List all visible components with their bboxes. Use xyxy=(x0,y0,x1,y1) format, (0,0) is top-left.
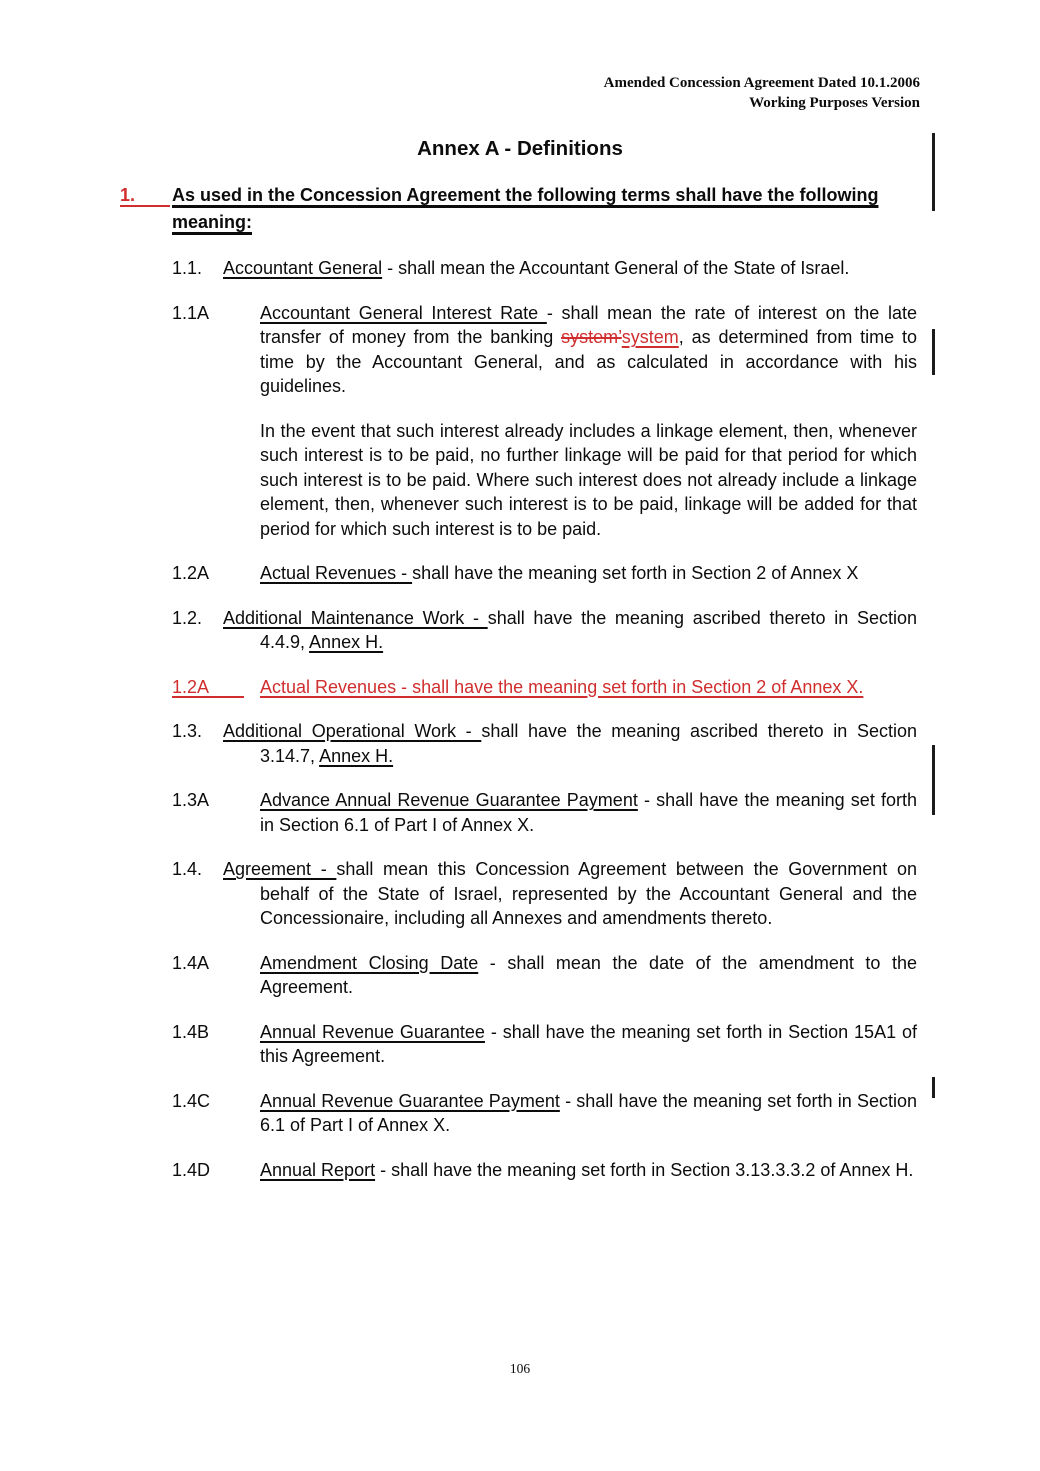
text-run: In the event that such interest already includes a linkage element, then, whenever such interest is to be paid, no further linkage will be paid for that period for which such interest is to be paid. Where such interest does not already include a linkage element, then, whenever such interest is to be paid, linkage will be added for that period for which such interest is to be paid. xyxy=(260,420,917,539)
header-line-1: Amended Concession Agreement Dated 10.1.2006 xyxy=(603,75,920,91)
definition-item xyxy=(172,561,917,586)
text-run: system’ xyxy=(561,327,622,347)
text-run: - shall have the meaning set forth in Section 6.1 of Part I of Annex X. xyxy=(260,790,917,835)
definition-number: 1.3. xyxy=(172,721,203,741)
definition-text xyxy=(260,1020,917,1069)
text-run: - shall mean the Accountant General of the State of Israel. xyxy=(382,258,850,278)
change-bar xyxy=(932,133,935,211)
change-bar xyxy=(932,329,935,375)
definition-number: 1.4D xyxy=(172,1159,211,1180)
text-run: Annual Report xyxy=(260,1159,376,1180)
definition-number: 1.2A xyxy=(172,675,260,700)
definition-item xyxy=(172,951,917,1000)
definition-number: 1.2. xyxy=(172,607,203,628)
section-heading-text: As used in the Concession Agreement the following terms shall have the following meaning: xyxy=(172,185,879,232)
definition-number: 1.3A xyxy=(172,790,210,810)
definition-item xyxy=(172,788,917,837)
definition-text xyxy=(223,719,917,768)
definition-text xyxy=(260,301,917,399)
text-run: - shall have the meaning set forth in Section 3.13.3.3.2 of Annex H. xyxy=(375,1159,914,1180)
text-run: Advance Annual Revenue Guarantee Payment xyxy=(260,790,638,810)
text-run: shall have the meaning ascribed thereto in Section 3.14.7, xyxy=(260,721,917,766)
text-run: Annex H. xyxy=(319,745,394,766)
text-run: - shall have the meaning set forth in Section 15A1 of this Agreement. xyxy=(260,1021,917,1066)
definition-text xyxy=(223,857,917,931)
text-run: system xyxy=(621,327,679,347)
definition-text xyxy=(260,1158,917,1183)
section-number: 1. xyxy=(120,182,172,209)
definition-item xyxy=(172,606,917,655)
change-bar xyxy=(932,1077,935,1098)
text-run: Accountant General xyxy=(223,258,383,278)
header-line-2: Working Purposes Version xyxy=(749,95,920,111)
text-run: - shall mean the rate of interest on the late transfer of money from the banking xyxy=(260,302,917,347)
definition-text xyxy=(260,788,917,837)
definition-item xyxy=(172,1089,918,1138)
running-header xyxy=(604,73,920,113)
definition-item xyxy=(172,675,917,700)
definition-item xyxy=(172,256,917,281)
definition-number: 1.1. xyxy=(172,258,203,278)
definition-item xyxy=(172,719,917,768)
change-bar xyxy=(932,745,935,815)
text-run: Annual Revenue Guarantee Payment xyxy=(260,1090,560,1111)
text-run: shall have the meaning ascribed thereto in Section 4.4.9, xyxy=(260,607,917,652)
text-run: , as determined from time to time by the Accountant General, and as calculated in accordance with his guidelines. xyxy=(260,327,917,396)
text-run: Accountant General Interest Rate xyxy=(260,302,547,323)
definition-item xyxy=(172,301,917,399)
definition-number: 1.2A xyxy=(172,563,210,583)
definitions-list xyxy=(0,256,1040,1182)
text-run: shall mean this Concession Agreement between the Government on behalf of the State of Israel, represented by the Accountant General and the Concessionaire, including all Annexes and amendments thereto. xyxy=(260,859,917,928)
text-run: Actual Revenues - shall have the meaning set forth in Section 2 of Annex X. xyxy=(260,676,864,697)
text-run: Additional Maintenance Work - xyxy=(223,607,488,628)
text-run: Agreement - xyxy=(223,859,337,879)
text-run: Additional Operational Work - xyxy=(223,721,482,741)
text-run: Annual Revenue Guarantee xyxy=(260,1021,485,1042)
text-run: Annex H. xyxy=(309,632,384,652)
text-run: - shall have the meaning set forth in Section 6.1 of Part I of Annex X. xyxy=(260,1090,918,1135)
definition-item xyxy=(260,419,917,542)
definition-item xyxy=(172,857,917,931)
text-run: Actual Revenues - xyxy=(260,563,413,583)
definition-text xyxy=(260,419,917,542)
text-run: Amendment Closing Date xyxy=(260,952,479,973)
text-run: shall have the meaning set forth in Section 2 of Annex X xyxy=(412,563,859,583)
definition-number: 1.4A xyxy=(172,952,210,973)
definition-text xyxy=(223,256,917,281)
page-number: 106 xyxy=(509,1361,531,1376)
definition-number: 1.4. xyxy=(172,859,203,879)
definition-number: 1.4C xyxy=(172,1090,211,1111)
definition-text xyxy=(223,606,917,655)
definition-text xyxy=(260,1089,917,1138)
document-body xyxy=(0,182,1040,1202)
definition-number: 1.1A xyxy=(172,302,210,323)
definition-text xyxy=(260,675,917,700)
definition-item xyxy=(172,1020,917,1069)
definition-number: 1.4B xyxy=(172,1021,210,1042)
text-run: - shall mean the date of the amendment to the Agreement. xyxy=(260,952,917,997)
definition-text xyxy=(260,951,917,1000)
definition-item xyxy=(172,1158,917,1183)
definition-text xyxy=(260,561,917,586)
section-1-heading xyxy=(120,182,918,236)
page-title: Annex A - Definitions xyxy=(417,137,623,160)
